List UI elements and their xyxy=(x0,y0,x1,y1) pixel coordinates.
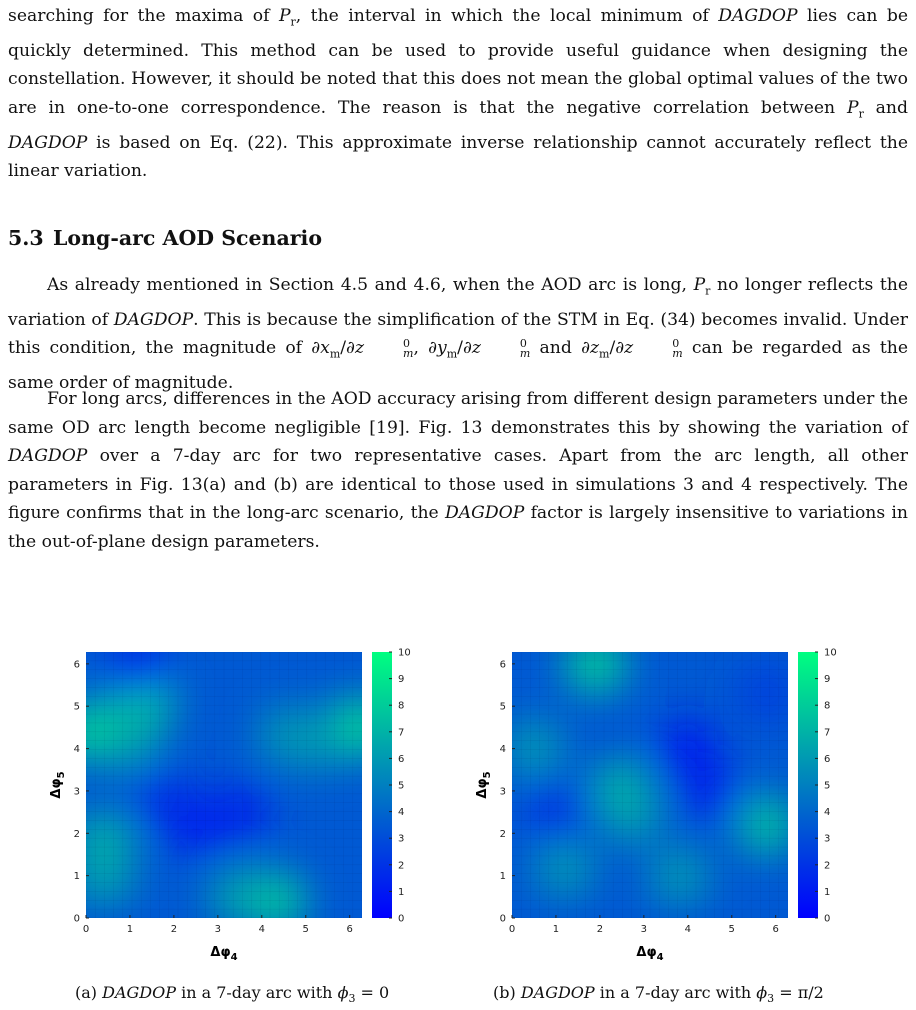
colorbar-tick-label: 3 xyxy=(824,833,831,845)
paragraph-long-arc: As already mentioned in Section 4.5 and 4.6, when the AOD arc is long, $P_r$ no longer reflects the variation of DAGDOP. This is because the simplification of the STM in Eq. (34) becomes invalid. Under this condition, the magnitude of $\partial x_m/\partial z$ 0 m , $\partial y_m/\partial z$ 0 m and $\partial z_m/\partial z$ 0 m can be regarded as the same order of magnitude. xyxy=(8,275,909,394)
heatmap-chart-a xyxy=(40,640,420,970)
x-tick-label: 3 xyxy=(214,924,222,935)
heatmap-blob xyxy=(289,710,349,770)
x-tick-label: 6 xyxy=(346,924,353,935)
paragraph-maxima: searching for the maxima of $P_r$, the interval in which the local minimum of DAGDOP lies can be quickly determined. This method can be used to provide useful guidance when designing the constellation. However, it should be noted that this does not mean the global optimal values of the two are in one-to-one correspondence. The reason is that the negative correlation between $P_r$ and DAGDOP is based on Eq. (22). This approximate inverse relationship cannot accurately reflect the linear variation. xyxy=(8,6,908,182)
heatmap-chart-b xyxy=(466,640,846,970)
x-tick-label: 1 xyxy=(126,924,134,935)
x-tick-label: 5 xyxy=(302,924,309,935)
colorbar-tick-label: 0 xyxy=(398,913,405,925)
x-axis-label: $\Delta\varphi_4$ xyxy=(636,945,664,963)
heatmap-blob xyxy=(100,710,160,770)
y-tick-label: 2 xyxy=(499,828,506,840)
figure-13a xyxy=(40,640,420,974)
colorbar-tick-label: 1 xyxy=(398,886,405,898)
y-tick-label: 6 xyxy=(73,659,80,671)
x-tick-label: 6 xyxy=(772,924,779,935)
colorbar-tick-label: 6 xyxy=(824,753,831,765)
caption-a: (a) DAGDOP in a 7-day arc with $\phi_3 = 0$ xyxy=(75,983,390,1006)
heatmap-blob xyxy=(74,846,134,906)
colorbar-tick-label: 7 xyxy=(398,727,405,739)
colorbar-tick-label: 1 xyxy=(824,886,831,898)
section-title: Long-arc AOD Scenario xyxy=(53,226,322,250)
y-axis-label: $\Delta\varphi_5$ xyxy=(49,771,67,799)
y-tick-label: 4 xyxy=(499,744,506,756)
colorbar-tick-label: 9 xyxy=(824,674,831,686)
colorbar-tick-label: 6 xyxy=(398,753,405,765)
colorbar-tick-label: 3 xyxy=(398,833,405,845)
y-tick-label: 3 xyxy=(73,786,80,798)
y-tick-label: 2 xyxy=(73,828,80,840)
y-tick-label: 5 xyxy=(499,701,506,713)
x-tick-label: 2 xyxy=(596,924,604,935)
x-tick-label: 0 xyxy=(508,924,516,935)
heatmap-field xyxy=(504,640,797,918)
y-tick-label: 0 xyxy=(73,913,80,925)
figure-13b xyxy=(466,640,846,974)
heatmap-blob xyxy=(526,782,586,842)
heatmap-blob xyxy=(601,782,661,842)
caption-b: (b) DAGDOP in a 7-day arc with $\phi_3 = \pi/2$ xyxy=(493,983,824,1006)
y-tick-label: 0 xyxy=(499,913,506,925)
colorbar-tick-label: 9 xyxy=(398,674,405,686)
heatmap-blob xyxy=(649,846,709,906)
colorbar-tick-label: 0 xyxy=(824,913,831,925)
x-axis-label: $\Delta\varphi_4$ xyxy=(210,945,238,963)
colorbar-tick-label: 5 xyxy=(398,780,405,792)
colorbar-tick-label: 4 xyxy=(824,807,831,819)
x-tick-label: 5 xyxy=(728,924,735,935)
y-tick-label: 3 xyxy=(499,786,506,798)
colorbar-tick-label: 8 xyxy=(398,700,405,712)
colorbar-tick-label: 10 xyxy=(824,647,837,659)
heatmap-field xyxy=(63,640,389,931)
x-tick-label: 4 xyxy=(684,924,691,935)
section-number: 5.3 xyxy=(8,226,44,250)
colorbar-tick-label: 4 xyxy=(398,807,405,819)
x-tick-label: 4 xyxy=(258,924,265,935)
colorbar-tick-label: 8 xyxy=(824,700,831,712)
y-tick-label: 1 xyxy=(73,871,80,883)
x-tick-label: 1 xyxy=(552,924,560,935)
x-tick-label: 2 xyxy=(170,924,178,935)
paragraph-fig13: For long arcs, differences in the AOD accuracy arising from different design parameters under the same OD arc length become negligible [19]. Fig. 13 demonstrates this by showing the variation of DAGDOP over a 7-day arc for two representative cases. Apart from the arc length, all other parameters in Fig. 13(a) and (b) are identical to those used in simulations 3 and 4 respectively. The figure confirms that in the long-arc scenario, the DAGDOP factor is largely insensitive to variations in the out-of-plane design parameters. xyxy=(8,389,909,552)
colorbar-tick-label: 2 xyxy=(824,860,831,872)
x-tick-label: 3 xyxy=(640,924,648,935)
y-axis-label: $\Delta\varphi_5$ xyxy=(475,771,493,799)
colorbar-tick-label: 5 xyxy=(824,780,831,792)
heatmap-blob xyxy=(680,761,740,821)
colorbar-tick-label: 10 xyxy=(398,647,411,659)
x-tick-label: 0 xyxy=(82,924,90,935)
colorbar-tick-label: 2 xyxy=(398,860,405,872)
y-tick-label: 1 xyxy=(499,871,506,883)
section-heading xyxy=(8,226,322,250)
y-tick-label: 4 xyxy=(73,744,80,756)
y-tick-label: 5 xyxy=(73,701,80,713)
y-tick-label: 6 xyxy=(499,659,506,671)
colorbar-tick-label: 7 xyxy=(824,727,831,739)
